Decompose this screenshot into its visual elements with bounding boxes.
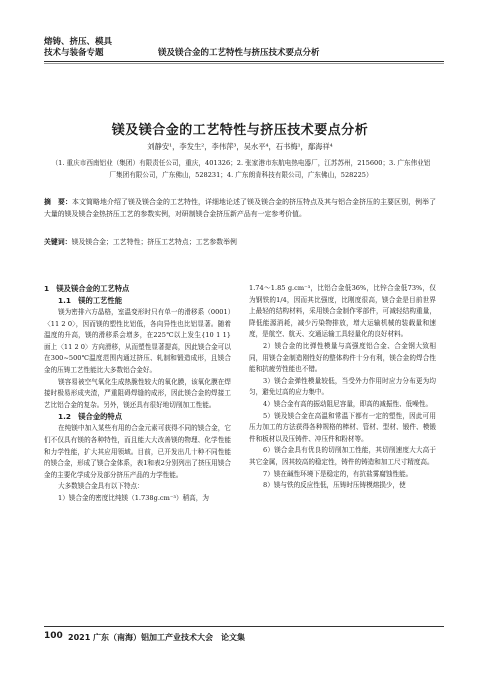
column-label [44,37,122,59]
subsection-heading: 1.2 镁合金的特点 [58,412,123,422]
header-rule [44,61,444,62]
right-column [249,283,436,492]
paragraph: 在纯镁中加入某些有用的合金元素可获得不同的镁合金，它们不仅具有镁的各种特性，而且能大大改善镁的物理、化学性能和力学性能，扩大其应用领域。目前，已开发出几十种不同性能的镁合金，形成了镁合金体系，表1和表2分别列出了挤压用镁合金的主要化学成分及部分挤压产品的力学性能。 [44,424,231,479]
running-title: 镁及镁合金的工艺特性与挤压技术要点分析 [158,48,320,58]
column-label-line1: 熔铸、挤压、模具 [44,37,113,47]
footer-rule [44,626,444,627]
abstract [44,197,436,220]
paragraph: 大多数镁合金具有以下特点： [58,482,144,491]
keywords-label: 关键词： [44,238,72,246]
authors: 刘静安¹，李发生²，李伟萍³，吴水平⁴，石书梅¹，鄢海祥⁴ [147,142,333,151]
left-column [44,283,231,505]
header-rule-thin [44,63,444,64]
article-title: 镁及镁合金的工艺特性与挤压技术要点分析 [111,123,369,138]
paragraph: 2）镁合金的比弹性模量与高强度铝合金、合金钢大致相同，用镁合金制造刚性好的整体构件十分有利，镁合金的焊合性能和抗疲劳性能也不错。 [249,341,436,374]
paragraph: 1）镁合金的密度比纯镁（1.738g.cm⁻³）稍高，为 [58,493,209,502]
paragraph: 8）镁与铁的反应性低，压铸时压铸模熔损少，使 [263,481,406,490]
page-header [0,0,480,62]
paragraph: 4）镁合金有高的振动阻尼容量，即高的减振性、低噪性。 [263,399,433,408]
affiliations: （1. 重庆市西南铝业（集团）有限责任公司，重庆，401326；2. 张家港市东航电热电器厂，江苏苏州，215600；3. 广东伟业铝厂集团有限公司，广东佛山，528231；4. 广东朗肯科技有限公司，广东佛山，528225） [51,159,431,179]
paragraph: 6）镁合金具有优良的切削加工性能，其切削速度大大高于其它金属，因其较高的稳定性，铸件的铸造和加工尺寸精度高。 [249,446,436,466]
column-label-line2: 技术与装备专题 [44,48,104,58]
paragraph: 镁为密排六方晶格，室温变形时只有单一的滑移系（0001）〈11 2 0〉，因而镁的塑性比铝低，各向异性也比铝显著。随着温度的升高，镁的滑移系会增多，在225℃以上发生{10 1 1}面上〈11 2 0〉方向滑移，从而塑性显著提高，因此镁合金可以在300~500℃温度范围内通过挤压、轧制和锻造成形，且镁合金的压铸工艺性能比大多数铝合金好。 [44,308,231,374]
paragraph: 1.74～1.85 g.cm⁻³，比铝合金低36%，比锌合金低73%，仅为钢铁的1/4，因而其比强度，比刚度很高，镁合金是目前世界上最轻的结构材料，采用镁合金制作零部件，可减轻结构重量，降低能源消耗，减少污染物排放，增大运输机械的装载量和速度，是航空、航天、交通运输工具轻量化的良好材料。 [249,284,436,339]
keywords [44,237,436,248]
paragraph: 3）镁合金弹性模量较低，当受外力作用时应力分布更为均匀，避免过高的应力集中。 [249,376,436,397]
abstract-label: 摘 要： [44,198,73,206]
section-heading: 1 镁及镁合金的工艺特点 [44,284,130,293]
keywords-text: 镁及镁合金；工艺特性；挤压工艺特点；工艺参数举例 [71,238,237,246]
paragraph: 镁容易被空气氧化生成热脆性较大的氧化膜，该氧化膜在焊接时极易形成夹渣，严重阻碍焊缝的成形，因此镁合金的焊接工艺比铝合金的复杂。另外，镁还具有很好地切削加工性能。 [44,377,231,409]
paragraph: 7）镁在碱性环境下是稳定的，有抗盐雾腐蚀性能。 [263,469,413,478]
subsection-heading: 1.1 镁的工艺性能 [58,296,123,305]
page-number: 100 [44,631,63,641]
conference-name: 2021 广东（南海）铝加工产业技术大会 论文集 [68,633,246,642]
abstract-text: 本文简略地介绍了镁及镁合金的工艺特性，详细地论述了镁及镁合金的挤压特点及其与铝合金挤压的主要区别，例举了大量的镁及镁合金热挤压工艺的参数实例，对研制镁合金挤压新产品有一定参考价值。 [44,198,437,218]
paragraph: 5）镁及镁合金在高温和常温下都有一定的塑性，因此可用压力加工的方法获得各种规格的棒材、管材、型材、锻件、模锻件和板材以及压铸件、冲压件和粉材等。 [249,411,436,443]
